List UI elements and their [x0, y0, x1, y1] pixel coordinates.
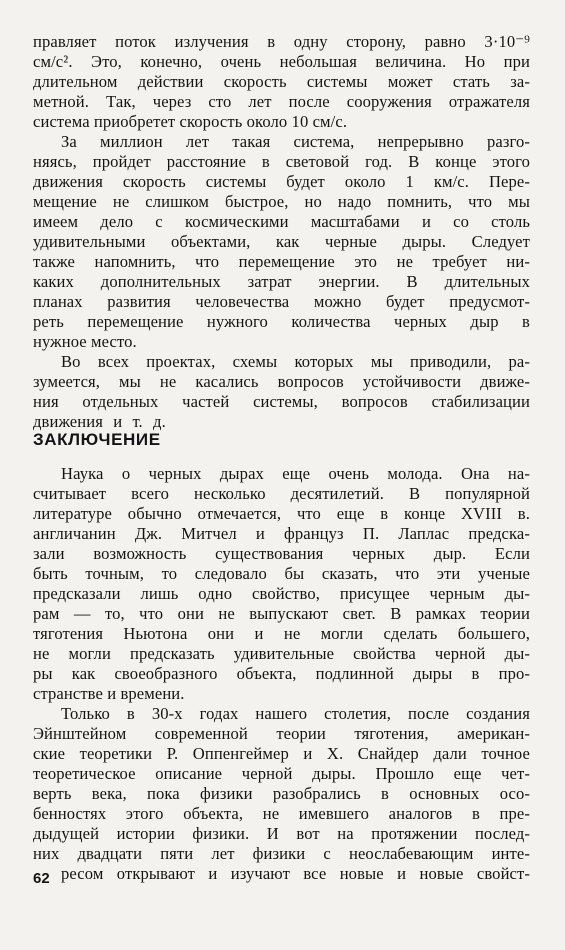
text-line: метной. Так, через сто лет после сооружения отражателя: [33, 92, 530, 111]
text-line: предсказали лишь одно свойство, присущее черным ды-: [33, 584, 530, 603]
text-line: ния отдельных частей системы, вопросов стабилизации: [33, 392, 530, 411]
text-line: них двадцати пяти лет физики с неослабевающим инте-: [33, 844, 530, 863]
text-line: бенностях этого объекта, не имевшего аналогов в пре-: [33, 804, 530, 823]
page-number: 62: [33, 870, 50, 887]
text-line: литературе обычно отмечается, что еще в конце XVIII в.: [33, 504, 530, 523]
text-line: нужное место.: [33, 332, 137, 351]
text-line: движения скорость системы будет около 1 км/с. Пере-: [33, 172, 530, 191]
text-line: рам — то, что они не выпускают свет. В рамках теории: [33, 604, 530, 623]
text-line: тяготения Ньютона они и не могли сделать большего,: [33, 624, 530, 643]
text-line: странстве и времени.: [33, 684, 185, 703]
text-line: дыдущей истории физики. И вот на протяжении послед-: [33, 824, 530, 843]
text-line: движения и т. д.: [33, 412, 166, 431]
text-line: система приобретет скорость около 10 см/с.: [33, 112, 348, 131]
text-line: ресом открывают и изучают все новые и новые свойст-: [61, 864, 530, 883]
text-line: см/с². Это, конечно, очень небольшая величина. Но при: [33, 52, 530, 71]
text-line: За миллион лет такая система, непрерывно разго-: [61, 132, 530, 151]
text-line: теоретическое описание черной дыры. Прошло еще чет-: [33, 764, 530, 783]
text-line: также напомнить, что перемещение это не требует ни-: [33, 252, 530, 271]
text-line: Эйнштейном современной теории тяготения, американ-: [33, 724, 530, 743]
text-line: англичанин Дж. Митчел и француз П. Лаплас предска-: [33, 524, 530, 543]
text-line: планах развития человечества можно будет предусмот-: [33, 292, 530, 311]
text-line: Во всех проектах, схемы которых мы приводили, ра-: [61, 352, 530, 371]
section-heading: ЗАКЛЮЧЕНИЕ: [33, 430, 161, 449]
text-line: каких дополнительных затрат энергии. В длительных: [33, 272, 530, 291]
text-line: удивительными объектами, как черные дыры. Следует: [33, 232, 530, 251]
text-line: зумеется, мы не касались вопросов устойчивости движе-: [33, 372, 530, 391]
text-line: длительном действии скорость системы может стать за-: [33, 72, 530, 91]
text-line: правляет поток излучения в одну сторону, равно 3·10⁻⁹: [33, 32, 530, 51]
text-line: зали возможность существования черных дыр. Если: [33, 544, 530, 563]
text-line: Только в 30-х годах нашего столетия, после создания: [61, 704, 530, 723]
text-line: мещение не слишком быстрое, но надо помнить, что мы: [33, 192, 530, 211]
text-line: реть перемещение нужного количества черных дыр в: [33, 312, 530, 331]
text-line: ры как своеобразного объекта, подлинной дыры в про-: [33, 664, 530, 683]
text-line: не могли предсказать удивительные свойства черной ды-: [33, 644, 530, 663]
text-line: няясь, пройдет расстояние в световой год. В конце этого: [33, 152, 530, 171]
text-line: быть точным, то следовало бы сказать, что эти ученые: [33, 564, 530, 583]
text-line: имеем дело с космическими масштабами и со столь: [33, 212, 530, 231]
text-line: верть века, пока физики разобрались в основных осо-: [33, 784, 530, 803]
text-line: Наука о черных дырах еще очень молода. Она на-: [61, 464, 530, 483]
text-line: считывает всего несколько десятилетий. В популярной: [33, 484, 530, 503]
text-line: ские теоретики Р. Оппенгеймер и Х. Снайдер дали точное: [33, 744, 530, 763]
